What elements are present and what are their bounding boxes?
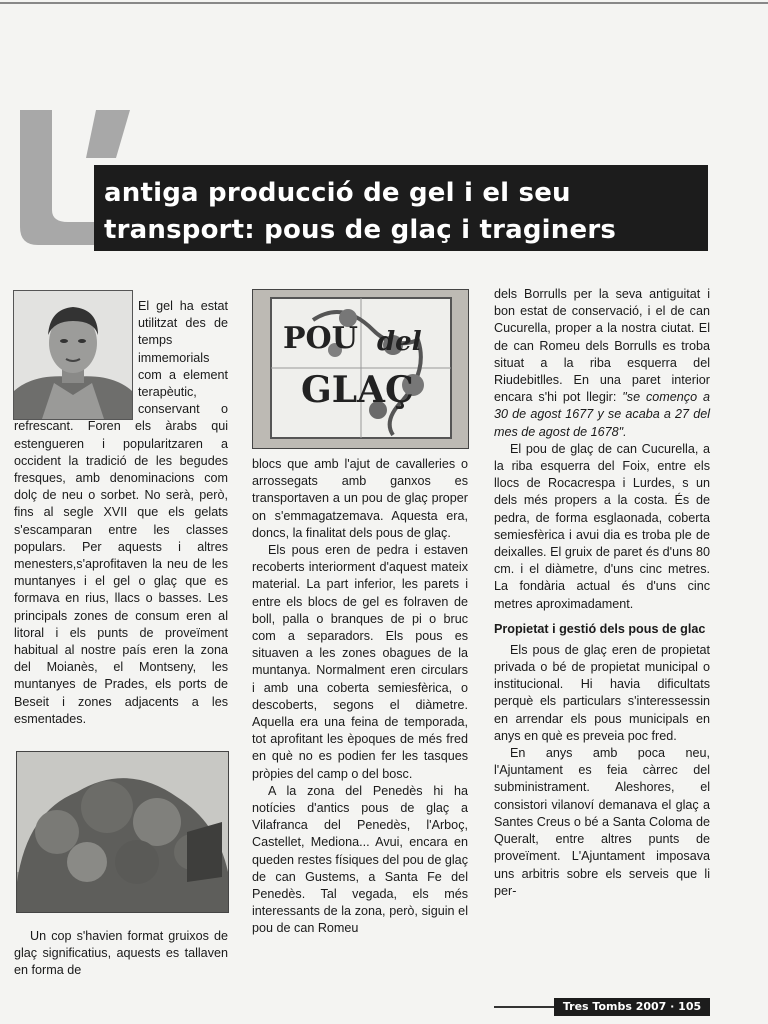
section-heading: Propietat i gestió dels pous de glac [494, 621, 706, 636]
col3-paragraph-3: Els pous de glaç eren de propietat privada o bé de propietat municipal o institucional. Hi havia dificultats perquè els particulars s'interessessin en arrendar els pous municipals en anys en què es preveia poc fred. [494, 642, 710, 743]
column-2 [252, 456, 468, 938]
ice-well-landscape-photo [16, 751, 229, 913]
col3-paragraph-2: El pou de glaç de can Cucurella, a la riba esquerra del Foix, entre els llocs de Rocacrespa i Lurdes, s un dels més propers a la costa. És de pedra, de forma esglaonada, coberta semiesfèrica i avui dia es troba ple de deixalles. El gruix de paret és d'uns 80 cm. i el diàmetre, d'uns cinc metres. La fondària actual és d'uns cinc metres aproximadament. [494, 441, 710, 611]
title-line-2: transport: pous de glaç i traginers [104, 215, 617, 245]
col1-paragraph-2: Un cop s'havien format gruixos de glaç significatius, aquests es tallaven en forma de [14, 929, 228, 978]
article-title [94, 165, 708, 251]
col3-inscription-quote: "se començo a 30 de agost 1677 y se acaba a 27 del mes de agost de 1678". [494, 390, 711, 439]
tile-text-del: del [377, 327, 422, 357]
top-rule [0, 2, 768, 4]
col3-paragraph-4: En anys amb poca neu, l'Ajuntament es feia càrrec del subministrament. Aleshores, el consistori vilanoví demanava el glaç a Santes Creus o bé a Santa Coloma de Queralt, entre altres punts de proveïment. L'Ajuntament imposava uns arbitris sobre els serveis que li per- [494, 746, 710, 898]
tile-text-glac: GLAÇ [301, 369, 414, 411]
column-3 [494, 286, 710, 900]
col2-paragraph-2: Els pous eren de pedra i estaven recoberts interiorment d'aquest mateix material. La part inferior, les parets i entre els blocs de gel es folraven de boll, palla o branques de pi o bruc com a separadors. Els pous es situaven a les zones obagues de la muntanya. Normalment eren circulars i amb una coberta semiesfèrica, o descoberts, segons el diàmetre. Aquella era una feina de temporada, tot aprofitant les èpoques de més fred en què no es podien fer les tasques pròpies del camp o del bosc. [252, 543, 468, 781]
footer-rule [494, 1006, 554, 1008]
col2-paragraph-1: blocs que amb l'ajut de cavalleries o arrossegats amb ganxos es transportaven a un pou de glaç proper on s'emmagatzemava. Aquesta era, doncs, la finalitat dels pous de glaç. [252, 457, 468, 540]
column-1 [14, 298, 228, 728]
col3-paragraph-1-text: dels Borrulls per la seva antiguitat i bon estat de conservació, i el de can Cucurella, proper a la nostra ciutat. El de can Romeu dels Borrulls es troba situat a la riba esquerra del Riudebitlles. En una paret interior encara s'hi pot llegir: [494, 287, 710, 405]
title-line-1: antiga producció de gel i el seu [104, 178, 571, 208]
column-1-bottom [14, 928, 228, 980]
col3-paragraph-1 [494, 286, 710, 441]
pou-del-glac-tile-photo [252, 289, 469, 449]
tile-text-pou: POU [283, 321, 358, 356]
page-footer: Tres Tombs 2007 · 105 [554, 998, 710, 1016]
col1-paragraph-1: El gel ha estat utilitzat des de temps immemorials com a element terapèutic, conservant o refrescant. Foren els àrabs qui estengueren i popularitzaren a occident la tradició de les begudes fresques, amb denominacions com dolç de neu o sorbet. No serà, però, fins al segle XVII que els gelats s'escamparan entre les classes populars. Per aquests i altres menesters,s'aprofitaven la neu de les muntanyes i el gel o glaç que es formava en rius, llacs o basses. Les principals zones de consum eren al litoral i els punts de proveïment habitual al nostre país eren la zona del Moianès, el Montseny, les muntanyes de Prades, els ports de Beseit i zones adjacents a les esmentades. [14, 299, 228, 726]
col2-paragraph-3: A la zona del Penedès hi ha notícies d'antics pous de glaç a Vilafranca del Penedès, l'Arboç, Castellet, Mediona... Avui, encara en queden restes físiques del pou de glaç de can Gustems, a Santa Fe del Penedès. Tal vegada, els més interessants de la zona, però, siguin el pou de can Romeu [252, 783, 468, 936]
svg-text:L: L [75, 180, 76, 181]
